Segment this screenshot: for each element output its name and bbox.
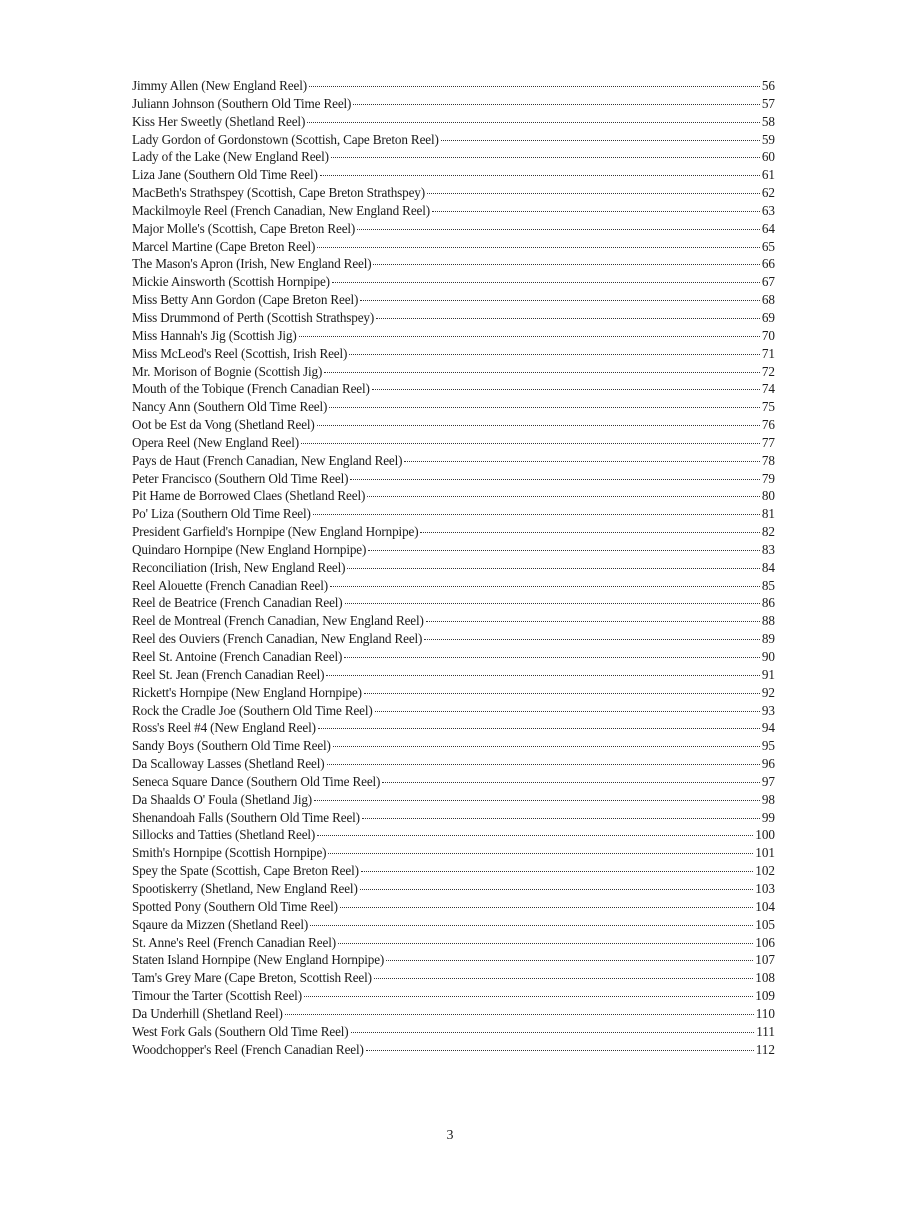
toc-entry-title: Miss Betty Ann Gordon (Cape Breton Reel) <box>132 292 359 308</box>
toc-entry-page: 98 <box>761 791 775 807</box>
toc-dot-leader <box>327 764 760 765</box>
toc-entry-page: 62 <box>761 185 775 201</box>
toc-entry-title: Nancy Ann (Southern Old Time Reel) <box>132 399 328 415</box>
toc-entry-page: 107 <box>755 952 775 968</box>
toc-entry-page: 99 <box>761 809 775 825</box>
toc-entry-title: Miss McLeod's Reel (Scottish, Irish Reel) <box>132 345 348 361</box>
toc-entry <box>132 594 775 612</box>
toc-entry <box>132 77 775 95</box>
toc-entry-title: Reel St. Jean (French Canadian Reel) <box>132 666 325 682</box>
toc-entry-title: Sandy Boys (Southern Old Time Reel) <box>132 738 331 754</box>
toc-entry-title: Mouth of the Tobique (French Canadian Reel) <box>132 381 370 397</box>
toc-entry-title: Da Shaalds O' Foula (Shetland Jig) <box>132 791 313 807</box>
toc-entry-page: 69 <box>761 309 775 325</box>
toc-entry-title: Reel de Beatrice (French Canadian Reel) <box>132 595 343 611</box>
toc-entry-title: Marcel Martine (Cape Breton Reel) <box>132 238 316 254</box>
toc-entry <box>132 1005 775 1023</box>
toc-entry-title: Da Scalloway Lasses (Shetland Reel) <box>132 756 325 772</box>
toc-dot-leader <box>344 657 760 658</box>
toc-entry <box>132 737 775 755</box>
toc-entry-page: 91 <box>761 666 775 682</box>
toc-entry-title: Da Underhill (Shetland Reel) <box>132 1005 283 1021</box>
toc-entry-title: Reel de Montreal (French Canadian, New England Reel) <box>132 613 424 629</box>
toc-entry <box>132 166 775 184</box>
toc-entry-page: 58 <box>761 113 775 129</box>
toc-dot-leader <box>329 407 760 408</box>
toc-entry-title: Lady Gordon of Gordonstown (Scottish, Cape Breton Reel) <box>132 131 439 147</box>
toc-entry-page: 67 <box>761 274 775 290</box>
toc-entry-page: 74 <box>761 381 775 397</box>
toc-entry <box>132 702 775 720</box>
toc-entry-page: 60 <box>761 149 775 165</box>
toc-entry-page: 92 <box>761 684 775 700</box>
toc-entry-title: Juliann Johnson (Southern Old Time Reel) <box>132 95 352 111</box>
toc-entry <box>132 773 775 791</box>
toc-entry <box>132 612 775 630</box>
toc-entry-title: Po' Liza (Southern Old Time Reel) <box>132 506 311 522</box>
toc-dot-leader <box>345 603 760 604</box>
toc-entry-page: 56 <box>761 78 775 93</box>
toc-entry-title: Smith's Hornpipe (Scottish Hornpipe) <box>132 845 327 861</box>
toc-entry <box>132 452 775 470</box>
toc-entry <box>132 113 775 131</box>
toc-entry <box>132 809 775 827</box>
toc-dot-leader <box>285 1014 754 1015</box>
toc-entry-title: Spotted Pony (Southern Old Time Reel) <box>132 898 338 914</box>
toc-entry-title: Reel St. Antoine (French Canadian Reel) <box>132 649 343 664</box>
toc-entry-title: West Fork Gals (Southern Old Time Reel) <box>132 1023 349 1039</box>
toc-entry-page: 64 <box>761 220 775 236</box>
toc-dot-leader <box>314 800 760 801</box>
toc-dot-leader <box>362 818 760 819</box>
toc-entry-title: Staten Island Hornpipe (New England Hornpipe) <box>132 952 385 968</box>
toc-entry-page: 108 <box>755 970 775 986</box>
toc-entry <box>132 1023 775 1041</box>
toc-entry <box>132 184 775 202</box>
page-number: 3 <box>446 1128 454 1143</box>
toc-entry-page: 101 <box>755 845 775 861</box>
toc-entry <box>132 345 775 363</box>
toc-entry <box>132 577 775 595</box>
toc-entry <box>132 630 775 648</box>
toc-entry-page: 81 <box>761 506 775 522</box>
toc-entry-title: Seneca Square Dance (Southern Old Time Reel) <box>132 773 381 789</box>
toc-entry <box>132 505 775 523</box>
toc-entry-page: 103 <box>755 880 775 896</box>
toc-entry-page: 109 <box>755 988 775 1004</box>
toc-dot-leader <box>426 621 760 622</box>
toc-dot-leader <box>441 140 760 141</box>
toc-dot-leader <box>376 318 760 319</box>
toc-dot-leader <box>317 835 753 836</box>
toc-entry <box>132 434 775 452</box>
toc-dot-leader <box>328 853 753 854</box>
toc-entry-title: Reel Alouette (French Canadian Reel) <box>132 577 329 593</box>
toc-entry-title: Kiss Her Sweetly (Shetland Reel) <box>132 113 306 129</box>
toc-entry-page: 96 <box>761 756 775 772</box>
toc-entry <box>132 684 775 702</box>
toc-entry <box>132 309 775 327</box>
toc-dot-leader <box>309 86 760 87</box>
toc-dot-leader <box>338 943 753 944</box>
toc-entry-page: 111 <box>756 1023 775 1039</box>
toc-entry-page: 93 <box>761 702 775 718</box>
toc-entry <box>132 916 775 934</box>
toc-entry <box>132 380 775 398</box>
toc-entry-title: Miss Drummond of Perth (Scottish Strathspey) <box>132 309 375 325</box>
toc-entry-title: Rock the Cradle Joe (Southern Old Time Reel) <box>132 702 373 718</box>
toc-dot-leader <box>333 746 760 747</box>
toc-entry-page: 71 <box>761 345 775 361</box>
toc-dot-leader <box>326 675 759 676</box>
toc-entry-page: 86 <box>761 595 775 611</box>
toc-entry-page: 97 <box>761 773 775 789</box>
toc-dot-leader <box>386 960 753 961</box>
toc-dot-leader <box>375 711 760 712</box>
toc-entry-page: 65 <box>761 238 775 254</box>
toc-entry <box>132 238 775 256</box>
toc-entry-title: Sillocks and Tatties (Shetland Reel) <box>132 827 316 843</box>
toc-entry <box>132 559 775 577</box>
toc-entry <box>132 898 775 916</box>
toc-entry-page: 85 <box>761 577 775 593</box>
toc-dot-leader <box>331 157 760 158</box>
toc-entry-page: 110 <box>755 1005 775 1021</box>
toc-entry-title: Spootiskerry (Shetland, New England Reel) <box>132 880 358 896</box>
toc-dot-leader <box>304 996 753 997</box>
toc-entry <box>132 1041 775 1059</box>
toc-dot-leader <box>351 1032 755 1033</box>
toc-dot-leader <box>332 282 760 283</box>
toc-entry-title: Pays de Haut (French Canadian, New England Reel) <box>132 452 403 468</box>
toc-entry-title: MacBeth's Strathspey (Scottish, Cape Breton Strathspey) <box>132 185 425 201</box>
toc-entry-page: 84 <box>761 559 775 575</box>
toc-entry-page: 63 <box>761 202 775 218</box>
toc-entry-title: St. Anne's Reel (French Canadian Reel) <box>132 934 336 950</box>
toc-dot-leader <box>310 925 753 926</box>
toc-dot-leader <box>317 425 760 426</box>
toc-entry <box>132 363 775 381</box>
toc-entry-title: Opera Reel (New England Reel) <box>132 434 300 450</box>
toc-entry-page: 80 <box>761 488 775 504</box>
toc-entry-page: 100 <box>755 827 775 843</box>
toc-dot-leader <box>347 568 759 569</box>
toc-entry <box>132 826 775 844</box>
toc-dot-leader <box>364 693 760 694</box>
toc-entry-page: 78 <box>761 452 775 468</box>
toc-entry-page: 59 <box>761 131 775 147</box>
toc-dot-leader <box>307 122 760 123</box>
toc-dot-leader <box>313 514 760 515</box>
toc-entry-title: Major Molle's (Scottish, Cape Breton Reel) <box>132 220 356 236</box>
toc-dot-leader <box>404 461 759 462</box>
toc-entry <box>132 934 775 952</box>
toc-entry-title: Woodchopper's Reel (French Canadian Reel) <box>132 1041 364 1057</box>
toc-entry-page: 89 <box>761 631 775 647</box>
toc-dot-leader <box>324 372 760 373</box>
toc-dot-leader <box>353 104 760 105</box>
toc-entry-page: 77 <box>761 434 775 450</box>
toc-entry-title: Mr. Morison of Bognie (Scottish Jig) <box>132 363 323 379</box>
toc-entry-page: 72 <box>761 363 775 379</box>
toc-dot-leader <box>317 247 760 248</box>
toc-dot-leader <box>368 550 760 551</box>
toc-entry <box>132 398 775 416</box>
toc-entry-title: Spey the Spate (Scottish, Cape Breton Reel) <box>132 863 359 879</box>
toc-dot-leader <box>424 639 760 640</box>
toc-entry-page: 105 <box>755 916 775 932</box>
toc-dot-leader <box>330 586 760 587</box>
toc-entry <box>132 220 775 238</box>
toc-entry-title: President Garfield's Hornpipe (New England Hornpipe) <box>132 524 419 540</box>
toc-entry-page: 95 <box>761 738 775 754</box>
toc-entry <box>132 487 775 505</box>
toc-dot-leader <box>367 496 760 497</box>
toc-entry <box>132 791 775 809</box>
toc-entry-title: The Mason's Apron (Irish, New England Reel) <box>132 256 372 272</box>
toc-entry <box>132 470 775 488</box>
toc-entry <box>132 416 775 434</box>
toc-entry-title: Ross's Reel #4 (New England Reel) <box>132 720 316 736</box>
toc-entry-title: Rickett's Hornpipe (New England Hornpipe) <box>132 684 362 700</box>
toc-entry-title: Timour the Tarter (Scottish Reel) <box>132 988 302 1004</box>
toc-entry-page: 90 <box>761 649 775 664</box>
toc-entry-title: Shenandoah Falls (Southern Old Time Reel) <box>132 809 360 825</box>
toc-entry-page: 88 <box>761 613 775 629</box>
toc-dot-leader <box>427 193 760 194</box>
toc-entry-title: Sqaure da Mizzen (Shetland Reel) <box>132 916 309 932</box>
toc-entry-page: 66 <box>761 256 775 272</box>
toc-entry <box>132 523 775 541</box>
toc-entry-title: Tam's Grey Mare (Cape Breton, Scottish Reel) <box>132 970 372 986</box>
toc-entry-title: Peter Francisco (Southern Old Time Reel) <box>132 470 349 486</box>
toc-entry <box>132 273 775 291</box>
toc-entry-page: 57 <box>761 95 775 111</box>
toc-entry <box>132 255 775 273</box>
toc-entry-page: 112 <box>755 1041 775 1057</box>
toc-entry-page: 106 <box>755 934 775 950</box>
toc-entry <box>132 327 775 345</box>
toc-entry <box>132 755 775 773</box>
toc-entry-title: Quindaro Hornpipe (New England Hornpipe) <box>132 541 367 557</box>
toc-entry-page: 104 <box>755 898 775 914</box>
toc-entry-title: Pit Hame de Borrowed Claes (Shetland Reel) <box>132 488 366 504</box>
toc-entry-page: 102 <box>755 863 775 879</box>
toc-entry <box>132 987 775 1005</box>
toc-dot-leader <box>357 229 760 230</box>
toc-entry <box>132 969 775 987</box>
toc-dot-leader <box>299 336 760 337</box>
toc-entry-page: 79 <box>761 470 775 486</box>
toc-dot-leader <box>340 907 753 908</box>
toc-entry-title: Jimmy Allen (New England Reel) <box>132 78 307 93</box>
toc-entry-title: Mickie Ainsworth (Scottish Hornpipe) <box>132 274 330 290</box>
toc-entry-page: 83 <box>761 541 775 557</box>
toc-entry <box>132 844 775 862</box>
toc-entry-title: Oot be Est da Vong (Shetland Reel) <box>132 417 315 433</box>
toc-entry-page: 76 <box>761 417 775 433</box>
toc-dot-leader <box>366 1050 754 1051</box>
toc-entry-title: Miss Hannah's Jig (Scottish Jig) <box>132 327 297 343</box>
toc-entry <box>132 666 775 684</box>
toc-entry-page: 70 <box>761 327 775 343</box>
toc-dot-leader <box>373 264 759 265</box>
toc-entry <box>132 291 775 309</box>
toc-dot-leader <box>420 532 759 533</box>
toc-entry-page: 94 <box>761 720 775 736</box>
toc-entry <box>132 880 775 898</box>
toc-dot-leader <box>360 300 760 301</box>
toc-dot-leader <box>361 871 753 872</box>
toc-entry <box>132 719 775 737</box>
toc-entry <box>132 148 775 166</box>
toc-entry-title: Reconciliation (Irish, New England Reel) <box>132 559 346 575</box>
toc-dot-leader <box>372 389 760 390</box>
toc-entry-title: Mackilmoyle Reel (French Canadian, New England Reel) <box>132 202 430 218</box>
toc-entry <box>132 541 775 559</box>
toc-entry <box>132 131 775 149</box>
toc-entry-page: 82 <box>761 524 775 540</box>
table-of-contents <box>132 77 775 1058</box>
toc-dot-leader <box>349 354 760 355</box>
toc-entry <box>132 862 775 880</box>
toc-entry-page: 61 <box>761 167 775 183</box>
toc-entry <box>132 648 775 666</box>
toc-entry-title: Liza Jane (Southern Old Time Reel) <box>132 167 318 183</box>
toc-dot-leader <box>374 978 753 979</box>
toc-dot-leader <box>360 889 754 890</box>
toc-dot-leader <box>350 479 759 480</box>
toc-dot-leader <box>320 175 760 176</box>
toc-entry <box>132 951 775 969</box>
toc-entry <box>132 95 775 113</box>
toc-dot-leader <box>382 782 760 783</box>
toc-dot-leader <box>432 211 760 212</box>
toc-dot-leader <box>318 728 760 729</box>
toc-entry-title: Reel des Ouviers (French Canadian, New England Reel) <box>132 631 423 647</box>
toc-entry-page: 68 <box>761 292 775 308</box>
toc-dot-leader <box>301 443 760 444</box>
toc-entry <box>132 202 775 220</box>
toc-entry-title: Lady of the Lake (New England Reel) <box>132 149 329 165</box>
toc-entry-page: 75 <box>761 399 775 415</box>
